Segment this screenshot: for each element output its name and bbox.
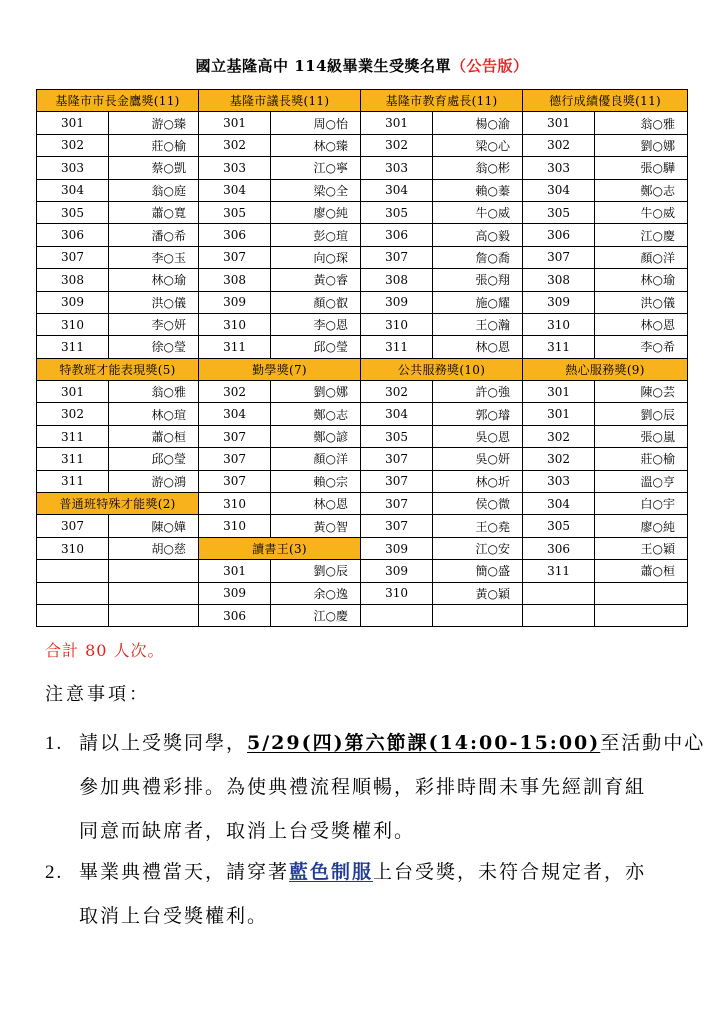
table-row <box>37 112 688 134</box>
student-name-cell: 鄭○志 <box>271 403 361 425</box>
student-name-cell: 江○慶 <box>595 224 688 246</box>
note-2 <box>45 857 647 927</box>
total-count: 合計 80 人次。 <box>45 641 165 660</box>
student-name-cell: 林○恩 <box>595 313 688 335</box>
table-row <box>37 448 688 470</box>
class-cell: 304 <box>361 179 433 201</box>
student-name-cell: 劉○辰 <box>271 560 361 582</box>
class-cell: 306 <box>523 224 595 246</box>
class-cell: 306 <box>199 224 271 246</box>
class-cell: 307 <box>361 493 433 515</box>
class-cell: 311 <box>37 470 109 492</box>
student-name-cell: 黃○睿 <box>271 269 361 291</box>
class-cell: 301 <box>199 560 271 582</box>
student-name-cell: 白○宇 <box>595 493 688 515</box>
note-text: 請以上受獎同學， <box>79 732 248 754</box>
note-text: 同意而缺席者，取消上台受獎權利。 <box>79 820 416 842</box>
class-cell: 302 <box>37 134 109 156</box>
student-name-cell: 李○恩 <box>271 313 361 335</box>
class-cell: 307 <box>199 246 271 268</box>
table-row <box>37 90 688 112</box>
class-cell: 310 <box>361 582 433 604</box>
class-cell: 305 <box>523 515 595 537</box>
student-name-cell: 顏○洋 <box>271 448 361 470</box>
class-cell: 302 <box>523 134 595 156</box>
class-cell: 303 <box>199 157 271 179</box>
class-cell <box>523 582 595 604</box>
class-cell: 310 <box>199 515 271 537</box>
student-name-cell: 邱○瑩 <box>109 448 199 470</box>
class-cell: 308 <box>361 269 433 291</box>
student-name-cell: 邱○瑩 <box>271 336 361 358</box>
student-name-cell: 張○驊 <box>595 157 688 179</box>
student-name-cell: 王○堯 <box>433 515 523 537</box>
class-cell: 311 <box>199 336 271 358</box>
class-cell: 303 <box>361 157 433 179</box>
class-cell <box>37 604 109 626</box>
class-cell: 302 <box>523 425 595 447</box>
student-name-cell: 郭○璿 <box>433 403 523 425</box>
class-cell: 311 <box>37 336 109 358</box>
student-name-cell: 劉○娜 <box>271 381 361 403</box>
student-name-cell: 黃○穎 <box>433 582 523 604</box>
class-cell: 309 <box>37 291 109 313</box>
table-row <box>37 403 688 425</box>
student-name-cell: 賴○宗 <box>271 470 361 492</box>
student-name-cell: 林○圻 <box>433 470 523 492</box>
class-cell <box>361 604 433 626</box>
class-cell: 302 <box>199 134 271 156</box>
student-name-cell: 向○琛 <box>271 246 361 268</box>
student-name-cell: 侯○微 <box>433 493 523 515</box>
table-row <box>37 291 688 313</box>
table-row <box>37 515 688 537</box>
student-name-cell: 林○瑜 <box>109 269 199 291</box>
student-name-cell: 顏○洋 <box>595 246 688 268</box>
class-cell: 311 <box>361 336 433 358</box>
class-cell: 308 <box>199 269 271 291</box>
student-name-cell <box>595 582 688 604</box>
student-name-cell: 溫○亨 <box>595 470 688 492</box>
student-name-cell: 游○臻 <box>109 112 199 134</box>
class-cell: 304 <box>37 179 109 201</box>
note-text: 畢業典禮當天，請穿著 <box>79 861 290 883</box>
student-name-cell: 賴○蓁 <box>433 179 523 201</box>
student-name-cell: 洪○儀 <box>595 291 688 313</box>
table-row <box>37 157 688 179</box>
table-row <box>37 313 688 335</box>
student-name-cell: 廖○純 <box>271 201 361 223</box>
student-name-cell: 胡○慈 <box>109 537 199 559</box>
student-name-cell: 翁○彬 <box>433 157 523 179</box>
note-text: 至活動中心 <box>600 732 706 754</box>
student-name-cell <box>433 604 523 626</box>
student-name-cell: 高○毅 <box>433 224 523 246</box>
student-name-cell: 江○寧 <box>271 157 361 179</box>
class-cell: 304 <box>199 403 271 425</box>
student-name-cell: 江○安 <box>433 537 523 559</box>
class-cell: 305 <box>361 201 433 223</box>
student-name-cell: 楊○渝 <box>433 112 523 134</box>
student-name-cell: 王○瀚 <box>433 313 523 335</box>
class-cell: 309 <box>199 582 271 604</box>
class-cell: 302 <box>361 381 433 403</box>
class-cell: 306 <box>361 224 433 246</box>
awards-table <box>36 89 688 627</box>
student-name-cell: 莊○榆 <box>109 134 199 156</box>
class-cell: 309 <box>199 291 271 313</box>
student-name-cell: 牛○威 <box>595 201 688 223</box>
student-name-cell: 張○嵐 <box>595 425 688 447</box>
student-name-cell: 蔡○凱 <box>109 157 199 179</box>
title-text: 國立基隆高中 114級畢業生受獎名單 <box>195 57 452 75</box>
table-row <box>37 336 688 358</box>
student-name-cell: 徐○瑩 <box>109 336 199 358</box>
student-name-cell: 林○瑄 <box>109 403 199 425</box>
note-text: 取消上台受獎權利。 <box>79 905 269 927</box>
student-name-cell: 洪○儀 <box>109 291 199 313</box>
class-cell: 301 <box>37 112 109 134</box>
class-cell: 304 <box>199 179 271 201</box>
award-header: 基隆市議長獎(11) <box>199 90 361 112</box>
table-row <box>37 470 688 492</box>
student-name-cell: 彭○瑄 <box>271 224 361 246</box>
class-cell: 303 <box>37 157 109 179</box>
table-row <box>37 358 688 380</box>
table-row <box>37 425 688 447</box>
student-name-cell: 牛○威 <box>433 201 523 223</box>
class-cell: 303 <box>523 157 595 179</box>
class-cell: 302 <box>523 448 595 470</box>
class-cell: 307 <box>361 515 433 537</box>
class-cell: 307 <box>37 246 109 268</box>
student-name-cell: 江○慶 <box>271 604 361 626</box>
note-text: 上台受獎，未符合規定者，亦 <box>373 861 647 883</box>
student-name-cell: 施○耀 <box>433 291 523 313</box>
class-cell: 305 <box>37 201 109 223</box>
class-cell: 302 <box>361 134 433 156</box>
table-row <box>37 604 688 626</box>
student-name-cell: 梁○心 <box>433 134 523 156</box>
class-cell: 301 <box>199 112 271 134</box>
class-cell: 306 <box>37 224 109 246</box>
student-name-cell: 許○強 <box>433 381 523 403</box>
award-header: 特教班才能表現獎(5) <box>37 358 199 380</box>
class-cell: 301 <box>37 381 109 403</box>
table-row <box>37 493 688 515</box>
note-number: 1. <box>45 733 64 754</box>
class-cell: 310 <box>361 313 433 335</box>
class-cell: 307 <box>361 470 433 492</box>
class-cell: 301 <box>523 381 595 403</box>
student-name-cell: 李○玉 <box>109 246 199 268</box>
student-name-cell: 劉○娜 <box>595 134 688 156</box>
class-cell: 309 <box>361 537 433 559</box>
note-1 <box>45 728 706 842</box>
student-name-cell <box>595 604 688 626</box>
table-row <box>37 381 688 403</box>
award-header: 普通班特殊才能獎(2) <box>37 493 199 515</box>
student-name-cell: 蕭○桓 <box>109 425 199 447</box>
student-name-cell: 簡○盛 <box>433 560 523 582</box>
class-cell: 302 <box>37 403 109 425</box>
award-header: 熱心服務獎(9) <box>523 358 688 380</box>
class-cell: 311 <box>523 336 595 358</box>
note-number: 2. <box>45 862 64 883</box>
class-cell: 306 <box>199 604 271 626</box>
student-name-cell: 潘○希 <box>109 224 199 246</box>
rehearsal-time: 5/29(四)第六節課(14:00-15:00) <box>247 732 601 754</box>
class-cell: 305 <box>361 425 433 447</box>
student-name-cell: 張○翔 <box>433 269 523 291</box>
student-name-cell <box>109 560 199 582</box>
student-name-cell: 林○恩 <box>271 493 361 515</box>
student-name-cell <box>109 604 199 626</box>
table-row <box>37 269 688 291</box>
student-name-cell: 陳○嬅 <box>109 515 199 537</box>
student-name-cell: 林○恩 <box>433 336 523 358</box>
class-cell: 310 <box>523 313 595 335</box>
class-cell <box>523 604 595 626</box>
note-text: 參加典禮彩排。為使典禮流程順暢，彩排時間未事先經訓育組 <box>79 776 647 798</box>
table-row <box>37 582 688 604</box>
class-cell: 309 <box>523 291 595 313</box>
award-header: 基隆市教育處長(11) <box>361 90 523 112</box>
student-name-cell: 翁○雅 <box>109 381 199 403</box>
student-name-cell: 李○希 <box>595 336 688 358</box>
student-name-cell: 吳○妍 <box>433 448 523 470</box>
student-name-cell: 林○瑜 <box>595 269 688 291</box>
student-name-cell: 梁○全 <box>271 179 361 201</box>
class-cell: 305 <box>523 201 595 223</box>
class-cell: 310 <box>199 313 271 335</box>
student-name-cell: 游○鴻 <box>109 470 199 492</box>
student-name-cell: 蕭○寬 <box>109 201 199 223</box>
student-name-cell: 李○妍 <box>109 313 199 335</box>
class-cell: 304 <box>361 403 433 425</box>
table-row <box>37 246 688 268</box>
student-name-cell: 廖○純 <box>595 515 688 537</box>
class-cell <box>37 560 109 582</box>
class-cell: 308 <box>523 269 595 291</box>
class-cell: 307 <box>361 246 433 268</box>
class-cell: 311 <box>37 448 109 470</box>
student-name-cell: 翁○雅 <box>595 112 688 134</box>
class-cell: 310 <box>37 313 109 335</box>
student-name-cell: 莊○榆 <box>595 448 688 470</box>
student-name-cell: 王○穎 <box>595 537 688 559</box>
class-cell: 307 <box>199 448 271 470</box>
student-name-cell: 鄭○諺 <box>271 425 361 447</box>
student-name-cell: 余○逸 <box>271 582 361 604</box>
class-cell: 311 <box>37 425 109 447</box>
class-cell <box>37 582 109 604</box>
student-name-cell: 顏○叡 <box>271 291 361 313</box>
class-cell: 307 <box>361 448 433 470</box>
page-title <box>0 55 724 76</box>
table-row <box>37 179 688 201</box>
class-cell: 307 <box>199 425 271 447</box>
class-cell: 310 <box>199 493 271 515</box>
student-name-cell: 詹○喬 <box>433 246 523 268</box>
class-cell: 311 <box>523 560 595 582</box>
class-cell: 303 <box>523 470 595 492</box>
class-cell: 301 <box>523 403 595 425</box>
class-cell: 309 <box>361 291 433 313</box>
student-name-cell: 劉○辰 <box>595 403 688 425</box>
class-cell: 304 <box>523 493 595 515</box>
title-suffix: （公告版） <box>451 57 529 75</box>
class-cell: 304 <box>523 179 595 201</box>
class-cell: 307 <box>523 246 595 268</box>
class-cell: 302 <box>199 381 271 403</box>
award-header: 德行成績優良獎(11) <box>523 90 688 112</box>
class-cell: 301 <box>523 112 595 134</box>
student-name-cell: 鄭○志 <box>595 179 688 201</box>
class-cell: 307 <box>199 470 271 492</box>
student-name-cell: 周○怡 <box>271 112 361 134</box>
table-row <box>37 201 688 223</box>
table-row <box>37 134 688 156</box>
award-header: 基隆市市長金鷹獎(11) <box>37 90 199 112</box>
uniform-requirement: 藍色制服 <box>289 861 374 883</box>
table-row <box>37 560 688 582</box>
student-name-cell: 黃○智 <box>271 515 361 537</box>
class-cell: 308 <box>37 269 109 291</box>
student-name-cell: 翁○庭 <box>109 179 199 201</box>
table-row <box>37 224 688 246</box>
class-cell: 307 <box>37 515 109 537</box>
student-name-cell: 吳○恩 <box>433 425 523 447</box>
award-header: 讀書王(3) <box>199 537 361 559</box>
class-cell: 305 <box>199 201 271 223</box>
award-header: 勤學獎(7) <box>199 358 361 380</box>
student-name-cell: 林○臻 <box>271 134 361 156</box>
award-header: 公共服務獎(10) <box>361 358 523 380</box>
class-cell: 309 <box>361 560 433 582</box>
student-name-cell: 蕭○桓 <box>595 560 688 582</box>
table-row <box>37 537 688 559</box>
class-cell: 306 <box>523 537 595 559</box>
student-name-cell <box>109 582 199 604</box>
student-name-cell: 陳○芸 <box>595 381 688 403</box>
class-cell: 310 <box>37 537 109 559</box>
notes-heading: 注意事項： <box>45 684 150 705</box>
class-cell: 301 <box>361 112 433 134</box>
